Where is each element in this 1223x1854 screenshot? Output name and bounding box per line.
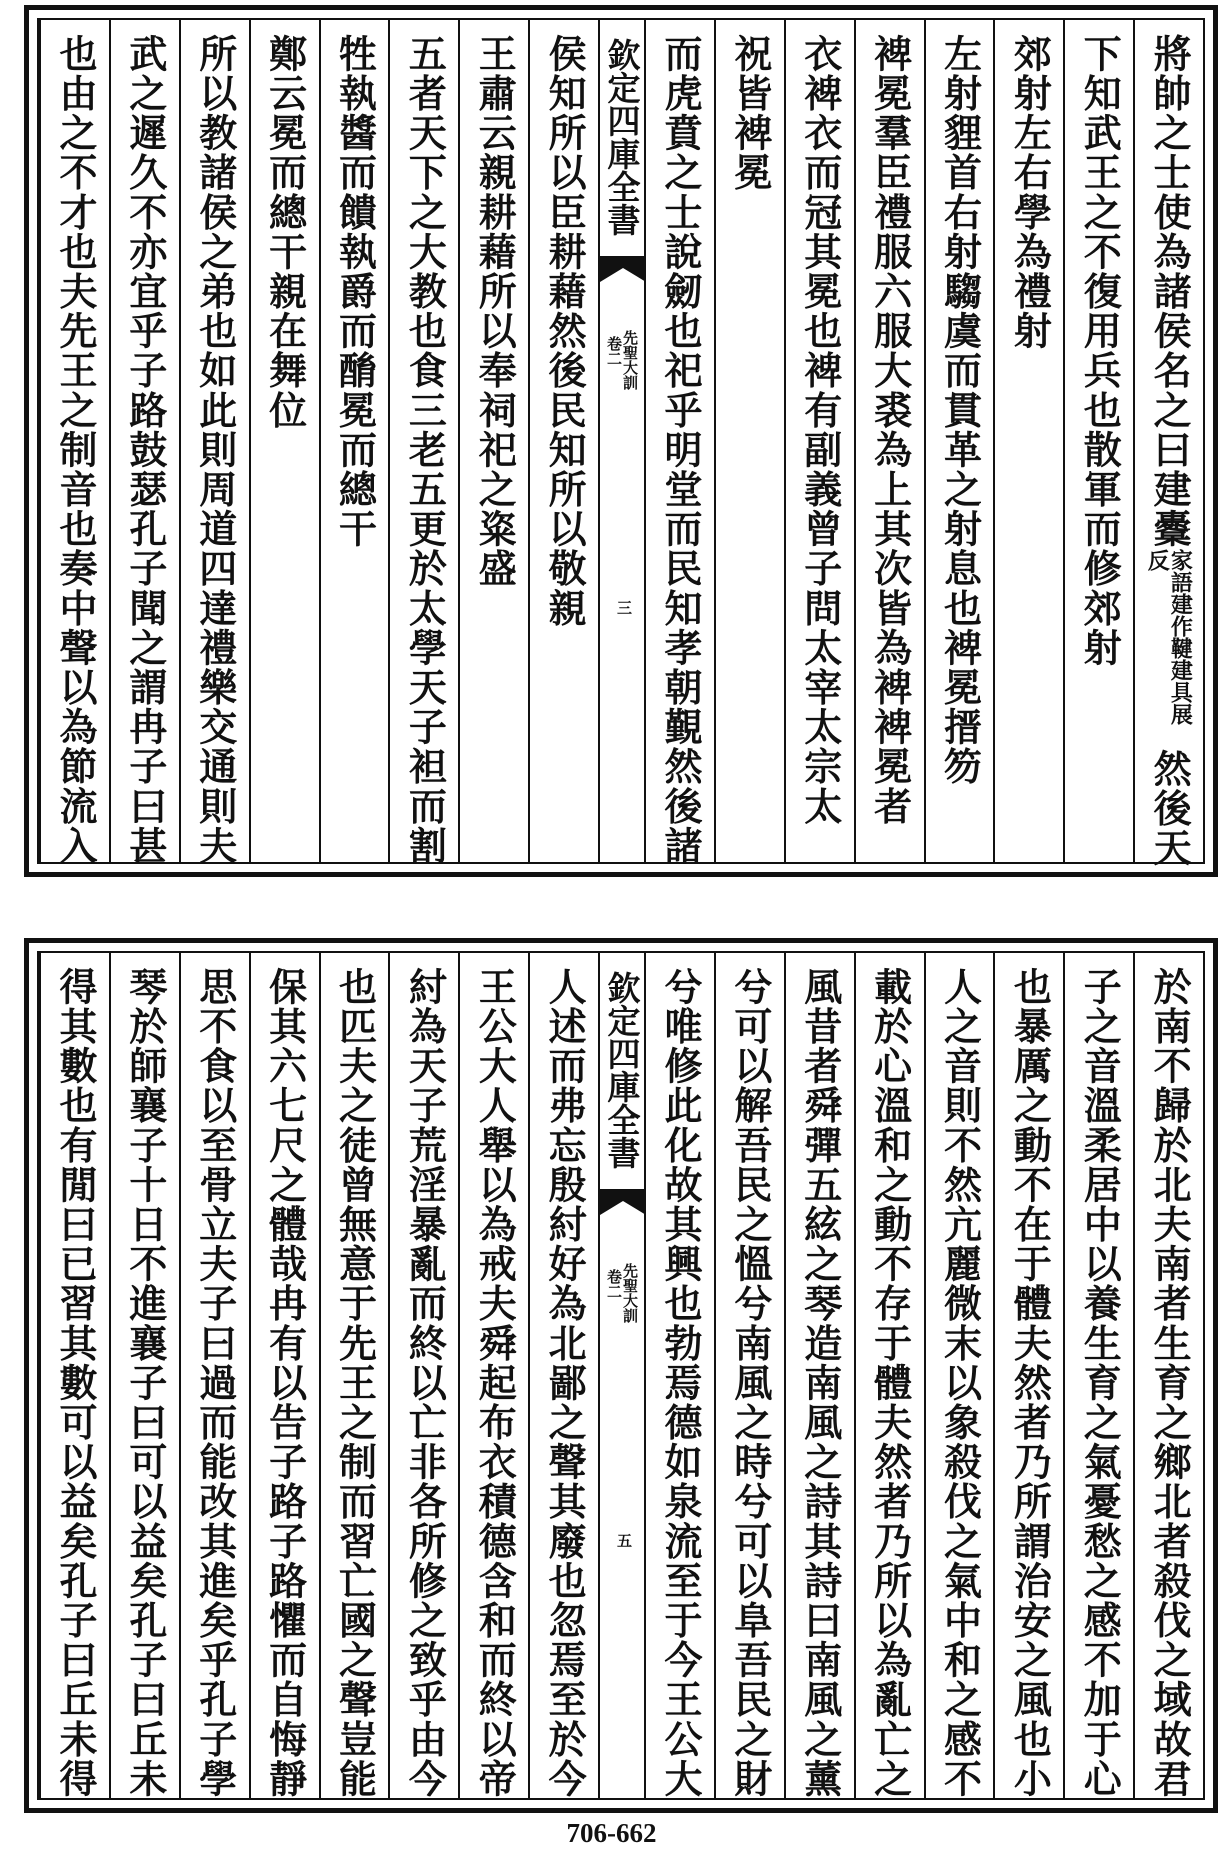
column-text: 兮唯修此化故其興也勃焉德如泉流至于今王公大	[657, 967, 703, 1799]
banner-title: 欽定四庫全書	[602, 38, 642, 236]
text-column	[993, 20, 1063, 862]
column-text: 下知武王之不復用兵也散軍而修郊射	[1077, 34, 1123, 668]
column-text: 侯知所以臣耕藉然後民知所以敬親	[542, 34, 588, 628]
text-column	[1063, 953, 1133, 1798]
fish-tail-mark-icon	[600, 256, 646, 286]
text-column	[714, 20, 784, 862]
text-column	[1133, 953, 1203, 1798]
banner-folio: 三	[615, 600, 633, 615]
column-commentary-note: 家語建作鞬建具展反	[1144, 548, 1194, 725]
banner-column	[598, 20, 644, 862]
column-text: 琴於師襄子十日不進襄子曰可以益矣孔子曰丘未	[122, 967, 168, 1799]
column-text: 王肅云親耕藉所以奉祠祀之粢盛	[472, 34, 518, 589]
column-text: 思不食以至骨立夫子曰過而能改其進矣乎孔子學	[192, 967, 238, 1799]
text-column	[714, 953, 784, 1798]
column-text: 保其六七尺之體哉冉有以告子路子路懼而自悔靜	[262, 967, 308, 1799]
text-column	[784, 20, 854, 862]
text-column	[388, 953, 458, 1798]
text-column	[458, 953, 528, 1798]
bottom-page	[24, 938, 1218, 1813]
text-column	[924, 953, 994, 1798]
banner-column	[598, 953, 644, 1798]
text-column	[784, 953, 854, 1798]
column-text: 王公大人舉以為戒夫舜起布衣積德含和而終以帝	[472, 967, 518, 1799]
banner-volume: 卷二	[605, 336, 623, 366]
column-text: 左射貍首右射騶虞而貫革之射息也裨冕搢笏	[937, 34, 983, 787]
column-text: 五者天下之大教也食三老五更於太學天子袒而割	[402, 34, 448, 866]
text-column	[854, 20, 924, 862]
column-text: 所以教諸侯之弟也如此則周道四達禮樂交通則夫	[192, 34, 238, 866]
text-column	[109, 953, 179, 1798]
column-text: 載於心溫和之動不存于體夫然者乃所以為亂亡之	[867, 967, 913, 1799]
text-column	[319, 20, 389, 862]
column-text: 於南不歸於北夫南者生育之鄉北者殺伐之域故君	[1147, 967, 1193, 1799]
text-column	[854, 953, 924, 1798]
column-text: 將帥之士使為諸侯名之曰建櫜	[1147, 34, 1193, 549]
text-column	[39, 953, 109, 1798]
text-column	[179, 953, 249, 1798]
column-text: 衣裨衣而冠其冕也裨有副義曾子問太宰太宗太	[797, 34, 843, 826]
column-text: 也匹夫之徒曾無意于先王之制而習亡國之聲豈能	[332, 967, 378, 1799]
column-text: 兮可以解吾民之慍兮南風之時兮可以阜吾民之財	[727, 967, 773, 1799]
text-column	[528, 20, 598, 862]
text-column	[179, 20, 249, 866]
banner-title: 欽定四庫全書	[602, 971, 642, 1169]
fish-tail-mark-icon	[600, 1189, 646, 1219]
column-text: 武之遲久不亦宜乎子路鼓瑟孔子聞之謂冉子曰甚	[122, 34, 168, 866]
text-column	[644, 953, 714, 1798]
column-text: 郊射左右學為禮射	[1007, 34, 1053, 351]
page-number: 706-662	[566, 1818, 657, 1848]
text-column	[249, 20, 319, 862]
column-text: 鄭云冕而總干親在舞位	[262, 34, 308, 430]
column-text: 祝皆裨冕	[727, 34, 773, 193]
banner-volume: 卷二	[605, 1269, 623, 1299]
column-text: 牲執醬而饋執爵而酳冕而總干	[332, 34, 378, 549]
text-column	[993, 953, 1063, 1798]
column-text: 也暴厲之動不在于體夫然者乃所謂治安之風也小	[1007, 967, 1053, 1799]
text-column	[249, 953, 319, 1798]
banner-folio: 五	[615, 1533, 633, 1548]
banner-book-title: 先聖大訓	[621, 1263, 639, 1323]
column-text: 人之音則不然亢麗微末以象殺伐之氣中和之感不	[937, 967, 983, 1799]
text-column	[388, 20, 458, 866]
text-column	[924, 20, 994, 862]
text-column	[109, 20, 179, 866]
text-column	[1063, 20, 1133, 862]
text-column	[319, 953, 389, 1798]
text-column	[1133, 20, 1203, 868]
column-text: 紂為天子荒淫暴亂而終以亡非各所修之致乎由今	[402, 967, 448, 1799]
text-column	[644, 20, 714, 866]
text-column	[39, 20, 109, 866]
column-text: 人述而弗忘殷紂好為北鄙之聲其廢也忽焉至於今	[542, 967, 588, 1799]
top-page-frame	[37, 18, 1205, 868]
bottom-page-frame	[37, 951, 1205, 1800]
column-text-continued: 然後天	[1147, 748, 1193, 868]
column-text: 也由之不才也夫先王之制音也奏中聲以為節流入	[52, 34, 98, 866]
column-text: 得其數也有閒曰已習其數可以益矣孔子曰丘未得	[52, 967, 98, 1799]
text-column	[458, 20, 528, 862]
banner-book-title: 先聖大訓	[621, 330, 639, 390]
column-text: 子之音溫柔居中以養生育之氣憂愁之感不加于心	[1077, 967, 1123, 1799]
column-text: 風昔者舜彈五絃之琴造南風之詩其詩曰南風之薰	[797, 967, 843, 1799]
column-text: 裨冕羣臣禮服六服大裘為上其次皆為裨裨冕者	[867, 34, 913, 826]
top-page	[24, 5, 1218, 877]
text-column	[528, 953, 598, 1798]
column-text: 而虎賁之士說劒也祀乎明堂而民知孝朝覲然後諸	[657, 34, 703, 866]
